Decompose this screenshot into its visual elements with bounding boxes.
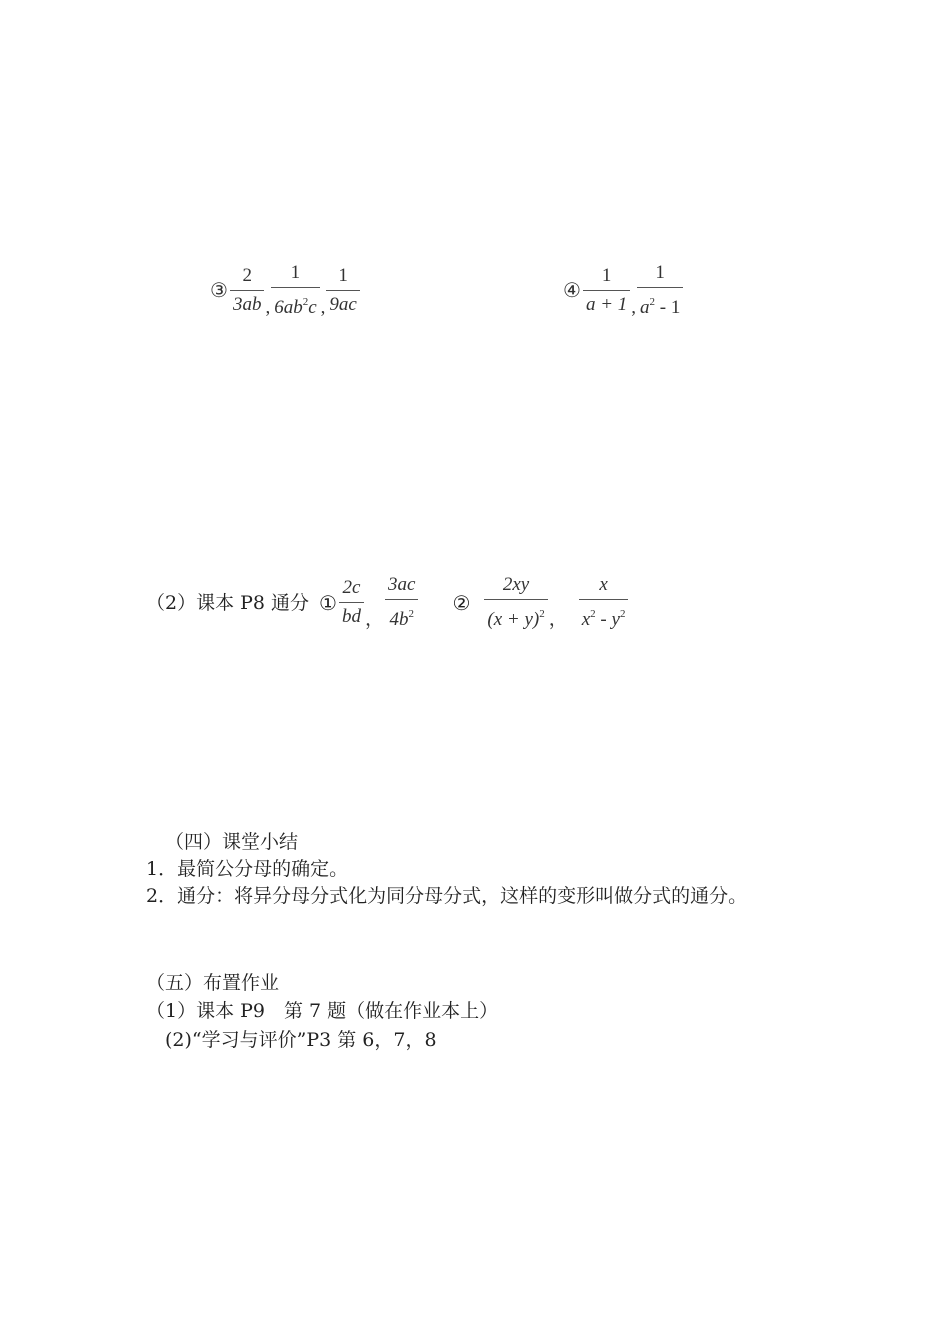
homework-item-2: (2)“学习与评价”P3 第 6，7，8: [165, 1029, 437, 1051]
fraction: $\frac{1}{a^2 - 1}$: [637, 262, 683, 319]
homework-item-1: （1）课本 P9 第 7 题（做在作业本上）: [146, 1000, 499, 1022]
summary-heading: （四）课堂小结: [165, 831, 299, 853]
fraction: $\frac{2c}{bd}$: [339, 577, 364, 628]
summary-item-2: 2．通分：将异分母分式化为同分母分式，这样的变形叫做分式的通分。: [146, 885, 748, 907]
item-marker-3: ③: [210, 280, 228, 302]
fraction: $\frac{2xy}{(x + y)^2}$: [484, 574, 547, 631]
textbook-exercise: [146, 574, 628, 631]
separator: ，: [364, 609, 384, 630]
exercise-3: [210, 262, 360, 319]
fraction: $\frac{1}{6ab^2c}$: [271, 262, 319, 319]
item-marker-1: ①: [319, 590, 337, 615]
fraction: $\frac{3ac}{4b^2}$: [385, 574, 418, 631]
exercise-4: [563, 262, 683, 319]
separator: ,: [631, 297, 637, 318]
item-marker-2: ②: [452, 590, 471, 615]
separator: ，: [548, 609, 568, 630]
separator: ,: [320, 297, 326, 318]
fraction: $\frac{1}{a + 1}$: [583, 265, 630, 316]
summary-item-1: 1．最简公分母的确定。: [146, 858, 349, 880]
textbook-label: （2）课本 P8 通分: [146, 591, 310, 614]
fraction: $\frac{2}{3ab}$: [230, 265, 265, 316]
fraction: $\frac{1}{9ac}$: [326, 265, 359, 316]
homework-heading: （五）布置作业: [146, 972, 280, 994]
item-marker-4: ④: [563, 280, 581, 302]
fraction: $\frac{x}{x^2 - y^2}$: [579, 574, 629, 631]
separator: ,: [265, 297, 271, 318]
